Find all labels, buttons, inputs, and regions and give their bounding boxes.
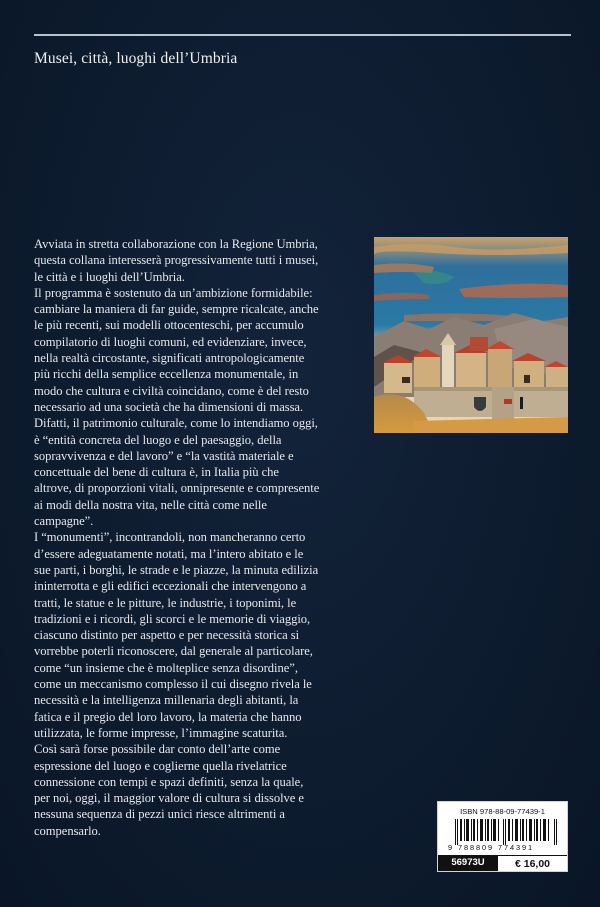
blurb-line: modo che cultura e civiltà coincidano, come è del resto [34, 383, 309, 398]
blurb-line: I “monumenti”, incontrandoli, non mancheranno certo [34, 530, 306, 545]
blurb-line: necessario ad una società che ha dimensioni di massa. [34, 399, 304, 414]
blurb-line: Così sarà forse possibile dar conto dell’arte come [34, 742, 281, 757]
blurb-line: Il programma è sostenuto da un’ambizione formidabile: [34, 285, 313, 300]
price-strip [438, 855, 567, 871]
blurb-line: connessione con tempi e spazi definiti, senza la quale, [34, 774, 304, 789]
cover-painting [374, 237, 568, 433]
barcode-digits: 9 788809 774391 [448, 843, 535, 852]
blurb-line: necessità e la intelligenza millenaria degli abitanti, la [34, 693, 299, 708]
blurb-line: cambiare la maniera di far guide, sempre ricalcate, anche [34, 302, 319, 317]
blurb-line: d’essere adeguatamente notati, ma l’intero abitato e le [34, 546, 304, 561]
blurb-line: Avviata in stretta collaborazione con la Regione Umbria, [34, 237, 318, 251]
blurb-line: altrove, di proporzioni vitali, onnipresente e compresente [34, 481, 320, 496]
top-divider-rule [34, 34, 571, 36]
isbn-barcode-label [437, 801, 568, 872]
blurb-line: nessuna sequenza di pezzi unici riesce altrimenti a [34, 807, 285, 822]
blurb-text [34, 236, 364, 839]
barcode-icon [455, 819, 557, 845]
blurb-line: ininterrotta e gli edifici eccezionali che intervengono a [34, 579, 307, 594]
blurb-line: tradizioni e i ricordi, gli scorci e le memorie di viaggio, [34, 611, 311, 626]
blurb-line: le più recenti, sui modelli ottocenteschi, per accumulo [34, 318, 304, 333]
blurb-line: come un meccanismo complesso il cui disegno rivela le [34, 677, 312, 692]
blurb-line: campagne”. [34, 514, 94, 529]
blurb-line: compensarlo. [34, 823, 101, 838]
blurb-line: ciascuno distinto per aspetto e per necessità storica si [34, 628, 300, 643]
blurb-line: questa collana interesserà progressivamente tutti i musei, [34, 253, 319, 268]
isbn-number: ISBN 978-88-09-77439-1 [460, 807, 545, 816]
blurb-line: nella realtà circostante, significati antropologicamente [34, 351, 305, 366]
series-title: Musei, città, luoghi dell’Umbria [34, 50, 238, 67]
blurb-line: utilizzata, le forme impresse, l’immagine scaturita. [34, 725, 288, 740]
blurb-line: per noi, oggi, il maggior valore di cultura si dissolve e [34, 791, 304, 806]
blurb-line: concettuale del bene di cultura è, in Italia più che [34, 465, 279, 480]
blurb-line: le città e i luoghi dell’Umbria. [34, 269, 185, 284]
blurb-line: Difatti, il patrimonio culturale, come lo intendiamo oggi, [34, 416, 318, 431]
blurb-line: fatica e il pregio del loro lavoro, la materia che hanno [34, 709, 302, 724]
price: € 16,00 [498, 855, 567, 871]
blurb-line: vorrebbe poterli riconoscere, dal generale al particolare, [34, 644, 313, 659]
blurb-line: sopravvivenza e del lavoro” e “la vastità materiale e [34, 448, 294, 463]
blurb-line: più ricchi della semplice eccellenza monumentale, in [34, 367, 299, 382]
blurb-line: compilatorio di luoghi comuni, ed evidenziare, invece, [34, 334, 307, 349]
blurb-line: tratti, le statue e le pitture, le industrie, i toponimi, le [34, 595, 297, 610]
blurb-line: espressione del luogo e coglierne quella rivelatrice [34, 758, 287, 773]
blurb-line: è “entità concreta del luogo e del paesaggio, della [34, 432, 282, 447]
blurb-line: ai modi della nostra vita, nelle città come nelle [34, 497, 267, 512]
blurb-line: sue parti, i borghi, le strade e le piazze, la minuta edilizia [34, 562, 319, 577]
blurb-line: come “un insieme che è molteplice senza disordine”, [34, 660, 298, 675]
product-code: 56973U [438, 855, 498, 871]
